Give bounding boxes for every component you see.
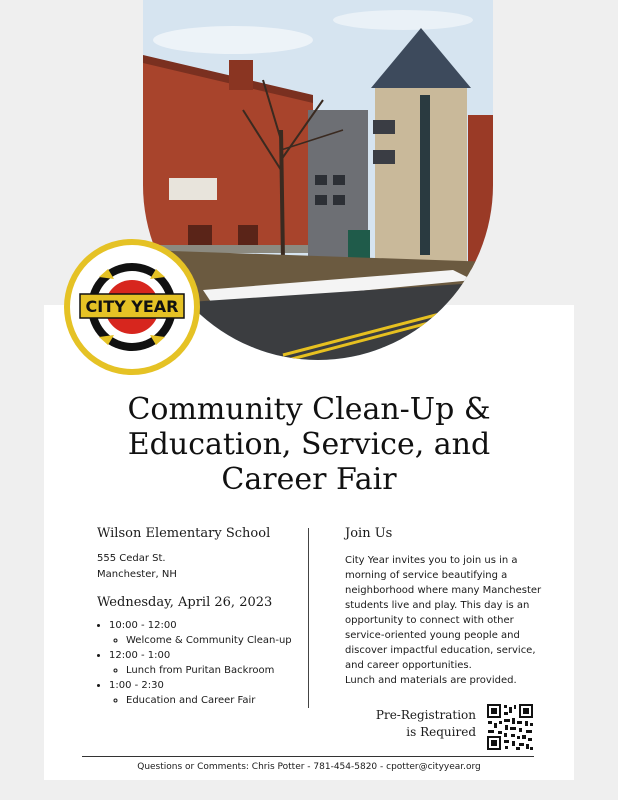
event-date: Wednesday, April 26, 2023 bbox=[97, 595, 273, 610]
registration-qr-code[interactable] bbox=[486, 703, 534, 751]
join-description: City Year invites you to join us in a morning of service beautifying a neighborhood where many Manchester students live and play. This day is an opportunity to connect with other service-oriented young people and discover impactful education, service, and career opportunities. bbox=[345, 555, 542, 671]
schedule-activity: ◦ Welcome & Community Clean-up bbox=[126, 633, 302, 648]
preregistration-notice bbox=[360, 707, 476, 741]
school-name: Wilson Elementary School bbox=[97, 526, 271, 541]
schedule-item bbox=[109, 678, 302, 708]
schedule-activity: ◦ Education and Career Fair bbox=[126, 693, 302, 708]
schedule-activity: ◦ Lunch from Puritan Backroom bbox=[126, 663, 302, 678]
column-divider bbox=[308, 528, 309, 708]
join-heading: Join Us bbox=[345, 526, 393, 541]
event-title bbox=[0, 392, 618, 497]
schedule-item bbox=[109, 618, 302, 648]
logo-text: CITY YEAR bbox=[85, 297, 179, 316]
schedule-time: 1:00 - 2:30 bbox=[109, 680, 164, 691]
schedule-item bbox=[109, 648, 302, 678]
title-line: Education, Service, and bbox=[127, 427, 491, 462]
schedule-time: 10:00 - 12:00 bbox=[109, 620, 177, 631]
footer-rule bbox=[82, 756, 534, 757]
prereg-line: Pre-Registration bbox=[375, 708, 476, 722]
prereg-line: is Required bbox=[406, 725, 476, 739]
title-line: Community Clean-Up & bbox=[127, 392, 491, 427]
city-year-logo bbox=[62, 237, 202, 377]
join-section bbox=[345, 526, 550, 688]
city-state: Manchester, NH bbox=[97, 569, 177, 580]
contact-footer: Questions or Comments: Chris Potter - 781-454-5820 - cpotter@cityyear.org bbox=[137, 762, 481, 772]
street-address: 555 Cedar St. bbox=[97, 553, 166, 564]
schedule-time: 12:00 - 1:00 bbox=[109, 650, 171, 661]
schedule-list bbox=[97, 618, 302, 708]
event-details bbox=[97, 526, 302, 708]
title-line: Career Fair bbox=[221, 462, 397, 497]
lunch-note: Lunch and materials are provided. bbox=[345, 675, 517, 686]
